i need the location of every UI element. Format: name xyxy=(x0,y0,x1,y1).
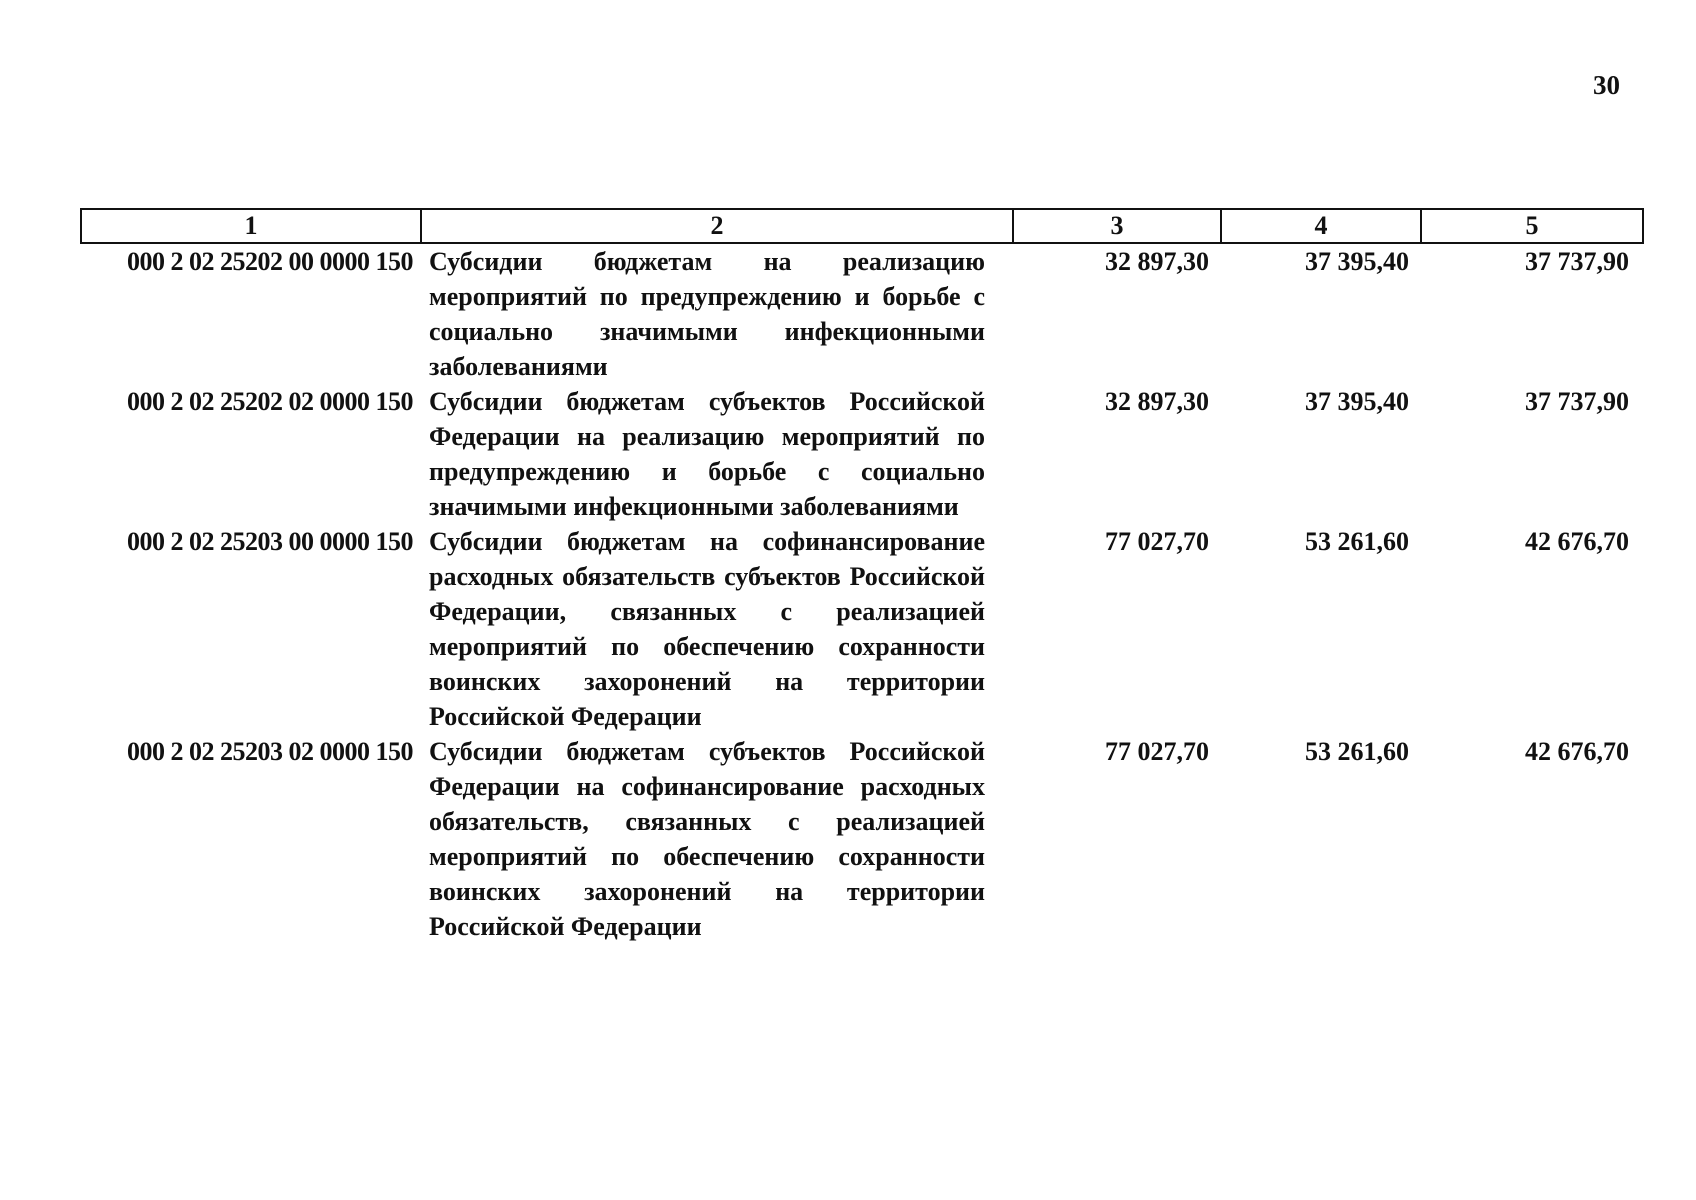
budget-code: 000 2 02 25203 00 0000 150 xyxy=(127,527,413,556)
table-row xyxy=(81,384,1643,524)
amount-col-3: 32 897,30 xyxy=(1105,387,1209,416)
amount-col-3: 32 897,30 xyxy=(1105,247,1209,276)
budget-code: 000 2 02 25202 00 0000 150 xyxy=(127,247,413,276)
amount-col-5: 42 676,70 xyxy=(1525,527,1629,556)
header-col-4: 4 xyxy=(1221,209,1421,243)
amount-col-5: 42 676,70 xyxy=(1525,737,1629,766)
table-row xyxy=(81,524,1643,734)
amount-col-4: 53 261,60 xyxy=(1305,737,1409,766)
header-row xyxy=(81,209,1643,243)
header-col-2: 2 xyxy=(421,209,1013,243)
item-description: Субсидии бюджетам на софинансирование расходных обязательств субъектов Российской Федерации, связанных с реализацией мероприятий по обеспечению сохранности воинских захоронений на территории Российской Федерации xyxy=(429,527,985,731)
table-row xyxy=(81,243,1643,384)
header-col-1: 1 xyxy=(81,209,421,243)
item-description: Субсидии бюджетам субъектов Российской Федерации на реализацию мероприятий по предупреждению и борьбе с социально значимыми инфекционными заболеваниями xyxy=(429,387,985,521)
budget-code: 000 2 02 25203 02 0000 150 xyxy=(127,737,413,766)
amount-col-4: 37 395,40 xyxy=(1305,247,1409,276)
amount-col-3: 77 027,70 xyxy=(1105,737,1209,766)
amount-col-4: 37 395,40 xyxy=(1305,387,1409,416)
table-row xyxy=(81,734,1643,944)
page-number: 30 xyxy=(1593,70,1620,100)
budget-code: 000 2 02 25202 02 0000 150 xyxy=(127,387,413,416)
amount-col-3: 77 027,70 xyxy=(1105,527,1209,556)
amount-col-5: 37 737,90 xyxy=(1525,387,1629,416)
amount-col-5: 37 737,90 xyxy=(1525,247,1629,276)
header-col-3: 3 xyxy=(1013,209,1221,243)
header-col-5: 5 xyxy=(1421,209,1643,243)
item-description: Субсидии бюджетам субъектов Российской Федерации на софинансирование расходных обязательств, связанных с реализацией мероприятий по обеспечению сохранности воинских захоронений на территории Российской Федерации xyxy=(429,737,985,941)
budget-table xyxy=(80,208,1644,944)
item-description: Субсидии бюджетам на реализацию мероприятий по предупреждению и борьбе с социально значимыми инфекционными заболеваниями xyxy=(429,247,985,381)
amount-col-4: 53 261,60 xyxy=(1305,527,1409,556)
table-body xyxy=(81,243,1643,944)
table-header xyxy=(81,209,1643,243)
